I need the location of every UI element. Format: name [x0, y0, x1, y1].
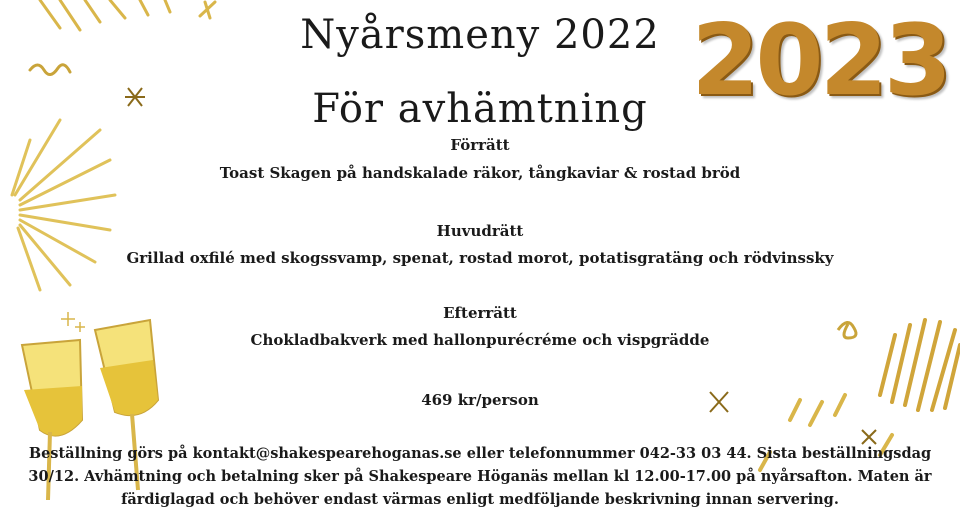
- starter-item: Toast Skagen på handskalade räkor, tångkaviar & rostad bröd: [219, 164, 741, 182]
- confetti-icon: [30, 65, 70, 75]
- order-info-line: 30/12. Avhämtning och betalning sker på Shakespeare Höganäs mellan kl 12.00-17.00 på nyårsafton. Maten är: [28, 468, 932, 485]
- year-2023-badge: 2023: [691, 4, 948, 118]
- dessert-heading: Efterrätt: [443, 304, 517, 322]
- menu-subtitle: För avhämtning: [312, 86, 648, 132]
- order-info-line: färdiglagad och behöver endast värmas enligt medföljande beskrivning innan servering.: [121, 491, 839, 508]
- order-info: [0, 442, 960, 511]
- menu-title: Nyårsmeny 2022: [300, 12, 660, 58]
- main-course-item: Grillad oxfilé med skogssvamp, spenat, rostad morot, potatisgratäng och rödvinssky: [126, 249, 834, 267]
- dessert-item: Chokladbakverk med hallonpurécréme och vispgrädde: [250, 331, 710, 349]
- order-info-line: Beställning görs på kontakt@shakespearehoganas.se eller telefonnummer 042-33 03 44. Sista beställningsdag: [28, 445, 932, 462]
- starter-heading: Förrätt: [450, 136, 510, 154]
- price-label: 469 kr/person: [421, 391, 539, 409]
- main-course-heading: Huvudrätt: [436, 222, 524, 240]
